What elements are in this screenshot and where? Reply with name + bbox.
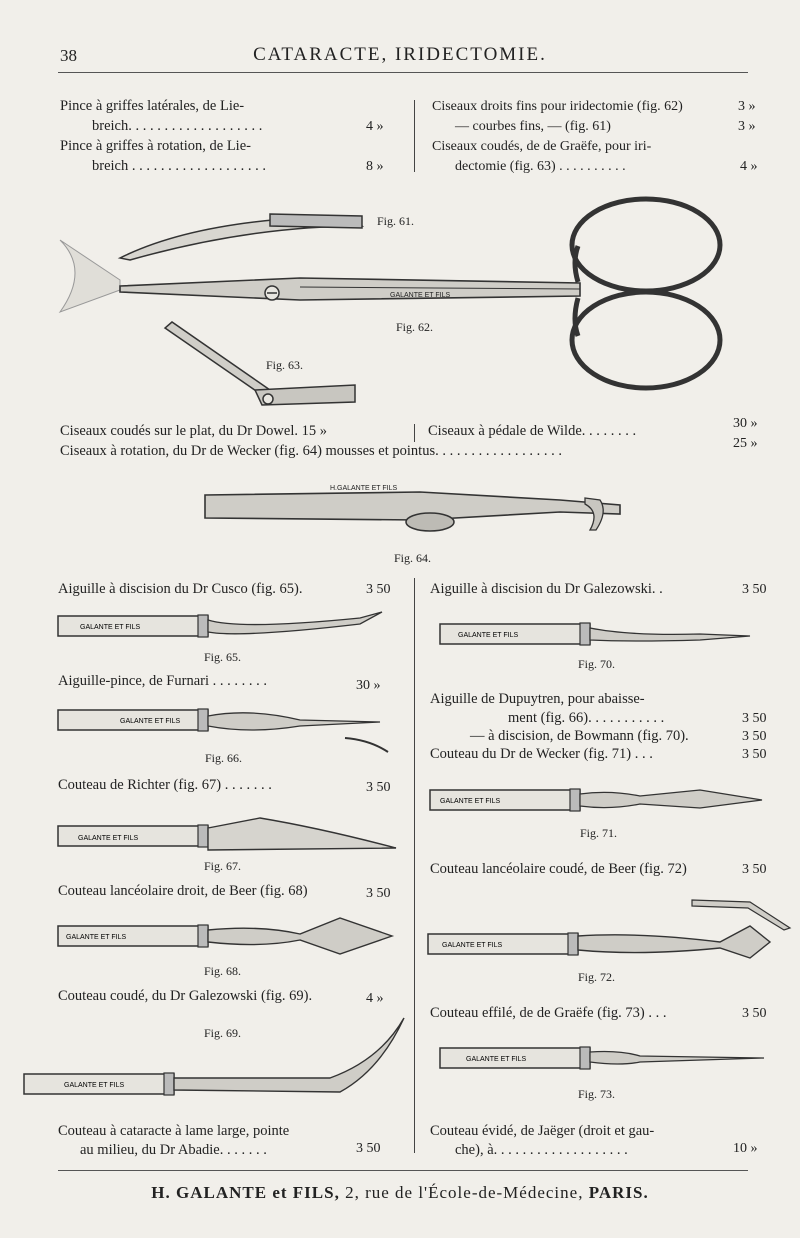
entry-pince-rotation-line2: breich . . . . . . . . . . . . . . . . . . . xyxy=(92,158,266,174)
engraving: GALANTE ET FILS xyxy=(64,1082,125,1089)
entry-couteau-jaeger-line2: che), à. . . . . . . . . . . . . . . . . . . xyxy=(455,1142,628,1158)
price: 3 50 xyxy=(366,780,391,795)
price: 3 50 xyxy=(742,862,767,877)
engraving: GALANTE ET FILS xyxy=(80,624,141,631)
figure-66-needle-pince xyxy=(58,709,388,752)
price: 25 » xyxy=(733,436,758,451)
entry-couteau-jaeger-line1: Couteau évidé, de Jaëger (droit et gau- xyxy=(430,1123,655,1139)
engraving: GALANTE ET FILS xyxy=(390,292,451,299)
entry-aiguille-cusco: Aiguille à discision du Dr Cusco (fig. 65). xyxy=(58,581,303,597)
entry-aiguille-bowmann: — à discision, de Bowmann (fig. 70). xyxy=(470,728,689,744)
engraving: GALANTE ET FILS xyxy=(66,934,127,941)
engraving: H.GALANTE ET FILS xyxy=(330,485,398,492)
page-title: CATARACTE, IRIDECTOMIE. xyxy=(253,44,547,65)
entry-ciseaux-droits: Ciseaux droits fins pour iridectomie (fig. 62) xyxy=(432,99,683,114)
figure-65-caption: Fig. 65. xyxy=(204,650,242,664)
footer-rule xyxy=(58,1170,748,1171)
entry-couteau-abadie-line1: Couteau à cataracte à lame large, pointe xyxy=(58,1123,290,1139)
figure-64-caption: Fig. 64. xyxy=(394,551,432,565)
page-number: 38 xyxy=(60,46,77,65)
entry-ciseaux-wilde: Ciseaux à pédale de Wilde. . . . . . . . xyxy=(428,423,637,439)
figure-62-caption: Fig. 62. xyxy=(396,320,434,334)
figure-65-needle xyxy=(58,612,382,637)
figure-66-caption: Fig. 66. xyxy=(205,751,243,765)
entry-couteau-beer-droit: Couteau lancéolaire droit, de Beer (fig. 68) xyxy=(58,883,308,899)
entry-couteau-abadie-line2: au milieu, du Dr Abadie. . . . . . . xyxy=(80,1142,267,1158)
price: 30 » xyxy=(733,416,758,431)
figure-68-caption: Fig. 68. xyxy=(204,964,242,978)
engraving: GALANTE ET FILS xyxy=(442,942,503,949)
figure-69-caption: Fig. 69. xyxy=(204,1026,242,1040)
entry-ciseaux-dowel: Ciseaux coudés sur le plat, du Dr Dowel. 15 » xyxy=(60,423,327,439)
entry-ciseaux-coudes-line2: dectomie (fig. 63) . . . . . . . . . . xyxy=(455,159,626,174)
price: 4 » xyxy=(740,159,758,174)
figure-69-galezowski-knife xyxy=(24,1018,404,1095)
figure-71-wecker-knife xyxy=(430,789,762,811)
figure-67-richter-knife xyxy=(58,818,396,850)
figure-72-caption: Fig. 72. xyxy=(578,970,616,984)
price: 4 » xyxy=(366,991,384,1006)
entry-couteau-galezowski: Couteau coudé, du Dr Galezowski (fig. 69). xyxy=(58,988,313,1004)
entry-couteau-wecker: Couteau du Dr de Wecker (fig. 71) . . . xyxy=(430,746,653,762)
footer-street: 2, rue de l'École-de-Médecine, xyxy=(339,1183,589,1202)
price: 3 50 xyxy=(356,1141,381,1156)
figure-70-galezowski-needle xyxy=(440,623,750,645)
engraving: GALANTE ET FILS xyxy=(120,718,181,725)
figure-61-caption: Fig. 61. xyxy=(377,214,415,228)
figure-73-caption: Fig. 73. xyxy=(578,1087,616,1101)
figure-63-caption: Fig. 63. xyxy=(266,358,304,372)
price: 3 50 xyxy=(742,747,767,762)
figure-68-beer-knife xyxy=(58,918,392,954)
figure-71-caption: Fig. 71. xyxy=(580,826,618,840)
footer-city: PARIS. xyxy=(588,1183,649,1202)
engraving: GALANTE ET FILS xyxy=(466,1056,527,1063)
entry-pince-rotation-line1: Pince à griffes à rotation, de Lie- xyxy=(60,138,251,154)
figure-73-graefe-knife xyxy=(440,1047,764,1069)
entry-pince-laterales-line1: Pince à griffes latérales, de Lie- xyxy=(60,98,245,114)
figure-70-caption: Fig. 70. xyxy=(578,657,616,671)
engraving: GALANTE ET FILS xyxy=(458,632,519,639)
figure-67-caption: Fig. 67. xyxy=(204,859,242,873)
entry-aiguille-galezowski: Aiguille à discision du Dr Galezowski. . xyxy=(430,581,663,597)
price: 30 » xyxy=(356,678,381,693)
price: 3 50 xyxy=(366,582,391,597)
footer-firm: H. GALANTE et FILS, xyxy=(151,1183,340,1202)
entry-aiguille-pince-furnari: Aiguille-pince, de Furnari . . . . . . . . xyxy=(58,673,267,689)
price: 3 50 xyxy=(742,1006,767,1021)
engraving: GALANTE ET FILS xyxy=(78,835,139,842)
engraving: GALANTE ET FILS xyxy=(440,798,501,805)
price: 8 » xyxy=(366,159,384,174)
price: 3 50 xyxy=(742,711,767,726)
entry-ciseaux-wecker: Ciseaux à rotation, du Dr de Wecker (fig. 64) mousses et pointus. . . . . . . . . . . . . . . . . . xyxy=(60,443,562,459)
entry-couteau-graefe: Couteau effilé, de de Graëfe (fig. 73) . . . xyxy=(430,1005,667,1021)
entry-pince-laterales-line2: breich. . . . . . . . . . . . . . . . . . . xyxy=(92,118,263,134)
price: 3 50 xyxy=(366,886,391,901)
price: 4 » xyxy=(366,119,384,134)
entry-ciseaux-coudes-line1: Ciseaux coudés, de de Graëfe, pour iri- xyxy=(432,139,652,154)
entry-aiguille-dupuytren-line1: Aiguille de Dupuytren, pour abaisse- xyxy=(430,691,645,707)
footer-address xyxy=(0,1183,800,1203)
price: 10 » xyxy=(733,1141,758,1156)
price: 3 » xyxy=(738,99,756,114)
price: 3 50 xyxy=(742,729,767,744)
entry-ciseaux-courbes: — courbes fins, — (fig. 61) xyxy=(455,119,611,134)
entry-couteau-richter: Couteau de Richter (fig. 67) . . . . . . . xyxy=(58,777,272,793)
entry-aiguille-dupuytren-line2: ment (fig. 66). . . . . . . . . . . xyxy=(508,710,665,726)
figure-72-beer-angled-knife xyxy=(428,900,790,958)
entry-couteau-beer-coude: Couteau lancéolaire coudé, de Beer (fig. 72) xyxy=(430,861,687,877)
price: 3 50 xyxy=(742,582,767,597)
price: 3 » xyxy=(738,119,756,134)
